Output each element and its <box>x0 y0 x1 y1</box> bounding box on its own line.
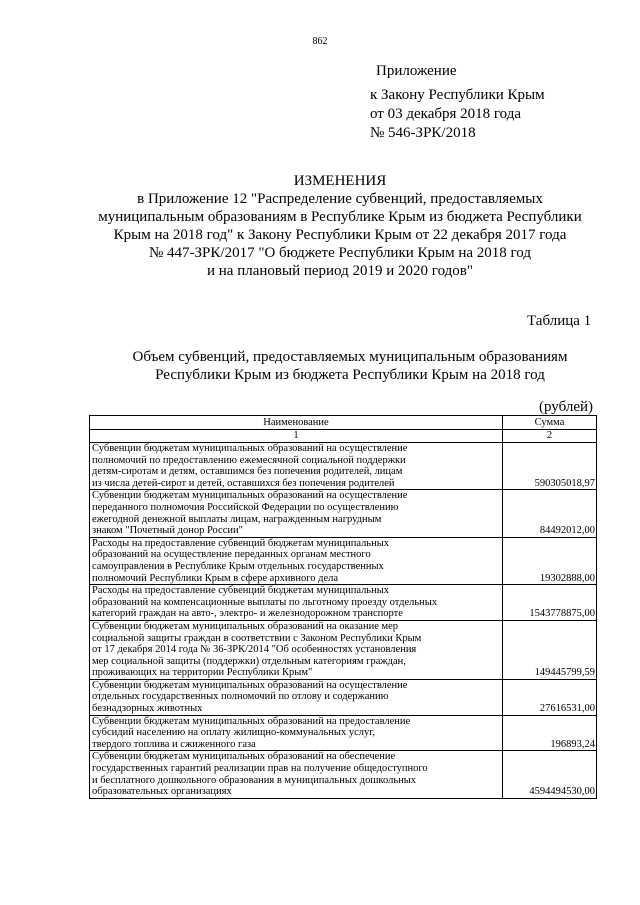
subvention-name-line: твердого топлива и сжиженного газа <box>92 738 256 750</box>
subvention-name-cell <box>90 620 503 679</box>
column-header-sum: Сумма <box>503 416 597 430</box>
subvention-name-line: мер социальной защиты (поддержки) отдельным категориям граждан, <box>92 655 406 667</box>
subvention-name-cell <box>90 490 503 537</box>
subvention-name-line: безнадзорных животных <box>92 703 203 715</box>
subvention-name-line: полномочий Республики Крым в сфере архивного дела <box>92 572 339 584</box>
subvention-sum-cell: 149445799,59 <box>503 620 597 679</box>
changes-line: № 447-ЗРК/2017 "О бюджете Республики Крым на 2018 год <box>148 245 532 261</box>
subvention-name-cell <box>90 585 503 621</box>
subvention-name-line: Субвенции бюджетам муниципальных образований на предоставление <box>92 715 411 727</box>
subvention-name-line: образовательных организациях <box>92 786 232 798</box>
subvention-sum-cell: 84492012,00 <box>503 490 597 537</box>
table-row <box>90 751 597 798</box>
table-body <box>90 443 597 799</box>
column-number: 2 <box>503 430 597 443</box>
subvention-name-line: Субвенции бюджетам муниципальных образований на осуществление <box>92 679 408 691</box>
changes-title: ИЗМЕНЕНИЯ <box>293 173 387 189</box>
subvention-name-line: образований на осуществление переданных органам местного <box>92 549 371 561</box>
table-heading-line: Объем субвенций, предоставляемых муниципальным образованиям <box>132 349 568 365</box>
subvention-name-line: государственных гарантий реализации прав на получение общедоступного <box>92 763 428 775</box>
column-number-row <box>90 430 597 443</box>
subvention-name-line: из числа детей-сирот и детей, оставшихся без попечения родителей <box>92 477 395 489</box>
table-row <box>90 443 597 490</box>
table-row <box>90 585 597 621</box>
subvention-name-line: Субвенции бюджетам муниципальных образований на осуществление <box>92 490 408 502</box>
subvention-name-line: Субвенции бюджетам муниципальных образований на осуществление <box>92 443 408 454</box>
table-caption: Таблица 1 <box>527 313 592 329</box>
appendix-law-reference: к Закону Республики Крым <box>370 87 545 103</box>
table-row <box>90 620 597 679</box>
table-row <box>90 537 597 584</box>
changes-line: в Приложение 12 "Распределение субвенций, предоставляемых <box>137 191 543 207</box>
subvention-name-cell <box>90 679 503 715</box>
subventions-table <box>89 415 597 799</box>
changes-line: и на плановый период 2019 и 2020 годов" <box>207 263 473 279</box>
units-label: (рублей) <box>539 399 594 415</box>
subvention-sum-cell: 19302888,00 <box>503 537 597 584</box>
subvention-name-line: переданного полномочия Российской Федерации по осуществлению <box>92 501 399 513</box>
changes-line: Крым на 2018 год" к Закону Республики Крым от 22 декабря 2017 года <box>113 227 567 243</box>
subvention-sum-cell: 196893,24 <box>503 715 597 751</box>
subvention-name-line: самоуправления в Республике Крым отдельных государственных <box>92 560 384 572</box>
subvention-name-cell <box>90 715 503 751</box>
subvention-name-line: Расходы на предоставление субвенций бюджетам муниципальных <box>92 585 390 597</box>
subvention-sum-cell: 27616531,00 <box>503 679 597 715</box>
table-heading <box>90 348 610 384</box>
table-header-row <box>90 416 597 430</box>
subvention-name-line: и бесплатного дошкольного образования в муниципальных дошкольных <box>92 774 417 786</box>
column-header-name: Наименование <box>90 416 503 430</box>
table-row <box>90 679 597 715</box>
subvention-name-line: детям-сиротам и детям, оставшимся без попечения родителей, лицам <box>92 466 403 478</box>
subvention-name-cell <box>90 751 503 798</box>
subvention-name-line: Расходы на предоставление субвенций бюджетам муниципальных <box>92 537 390 549</box>
subvention-name-cell <box>90 537 503 584</box>
appendix-number: № 546-ЗРК/2018 <box>370 125 476 141</box>
subvention-name-line: знаком "Почетный донор России" <box>92 525 243 537</box>
subvention-name-line: проживающих на территории Республики Крым" <box>92 667 313 679</box>
subvention-name-line: полномочий по предоставлению ежемесячной социальной поддержки <box>92 454 406 466</box>
changes-description <box>40 190 640 280</box>
subvention-name-line: отдельных государственных полномочий по отлову и содержанию <box>92 691 389 703</box>
subvention-name-line: субсидий населению на оплату жилищно-коммунальных услуг, <box>92 727 375 739</box>
changes-line: муниципальным образованиям в Республике Крым из бюджета Республики <box>98 209 582 225</box>
subvention-sum-cell: 1543778875,00 <box>503 585 597 621</box>
appendix-title: Приложение <box>376 63 457 79</box>
subvention-name-line: социальной защиты граждан в соответствии с Законом Республики Крым <box>92 632 422 644</box>
subvention-name-line: Субвенции бюджетам муниципальных образований на обеспечение <box>92 751 396 763</box>
subvention-name-line: категорий граждан на авто-, электро- и железнодорожном транспорте <box>92 608 403 620</box>
page-number: 862 <box>312 36 328 47</box>
table-heading-line: Республики Крым из бюджета Республики Крым на 2018 год <box>155 367 545 383</box>
column-number: 1 <box>90 430 503 443</box>
subvention-name-line: образований на компенсационные выплаты по льготному проезду отдельных <box>92 596 438 608</box>
appendix-date: от 03 декабря 2018 года <box>370 106 522 122</box>
subvention-name-cell <box>90 443 503 490</box>
subvention-sum-cell: 4594494530,00 <box>503 751 597 798</box>
subvention-name-line: от 17 декабря 2014 года № 36-ЗРК/2014 "Об особенностях установления <box>92 644 417 656</box>
table-row <box>90 490 597 537</box>
table-row <box>90 715 597 751</box>
subvention-name-line: ежегодной денежной выплаты лицам, награжденным нагрудным <box>92 513 382 525</box>
subvention-name-line: Субвенции бюджетам муниципальных образований на оказание мер <box>92 620 399 632</box>
subvention-sum-cell: 590305018,97 <box>503 443 597 490</box>
